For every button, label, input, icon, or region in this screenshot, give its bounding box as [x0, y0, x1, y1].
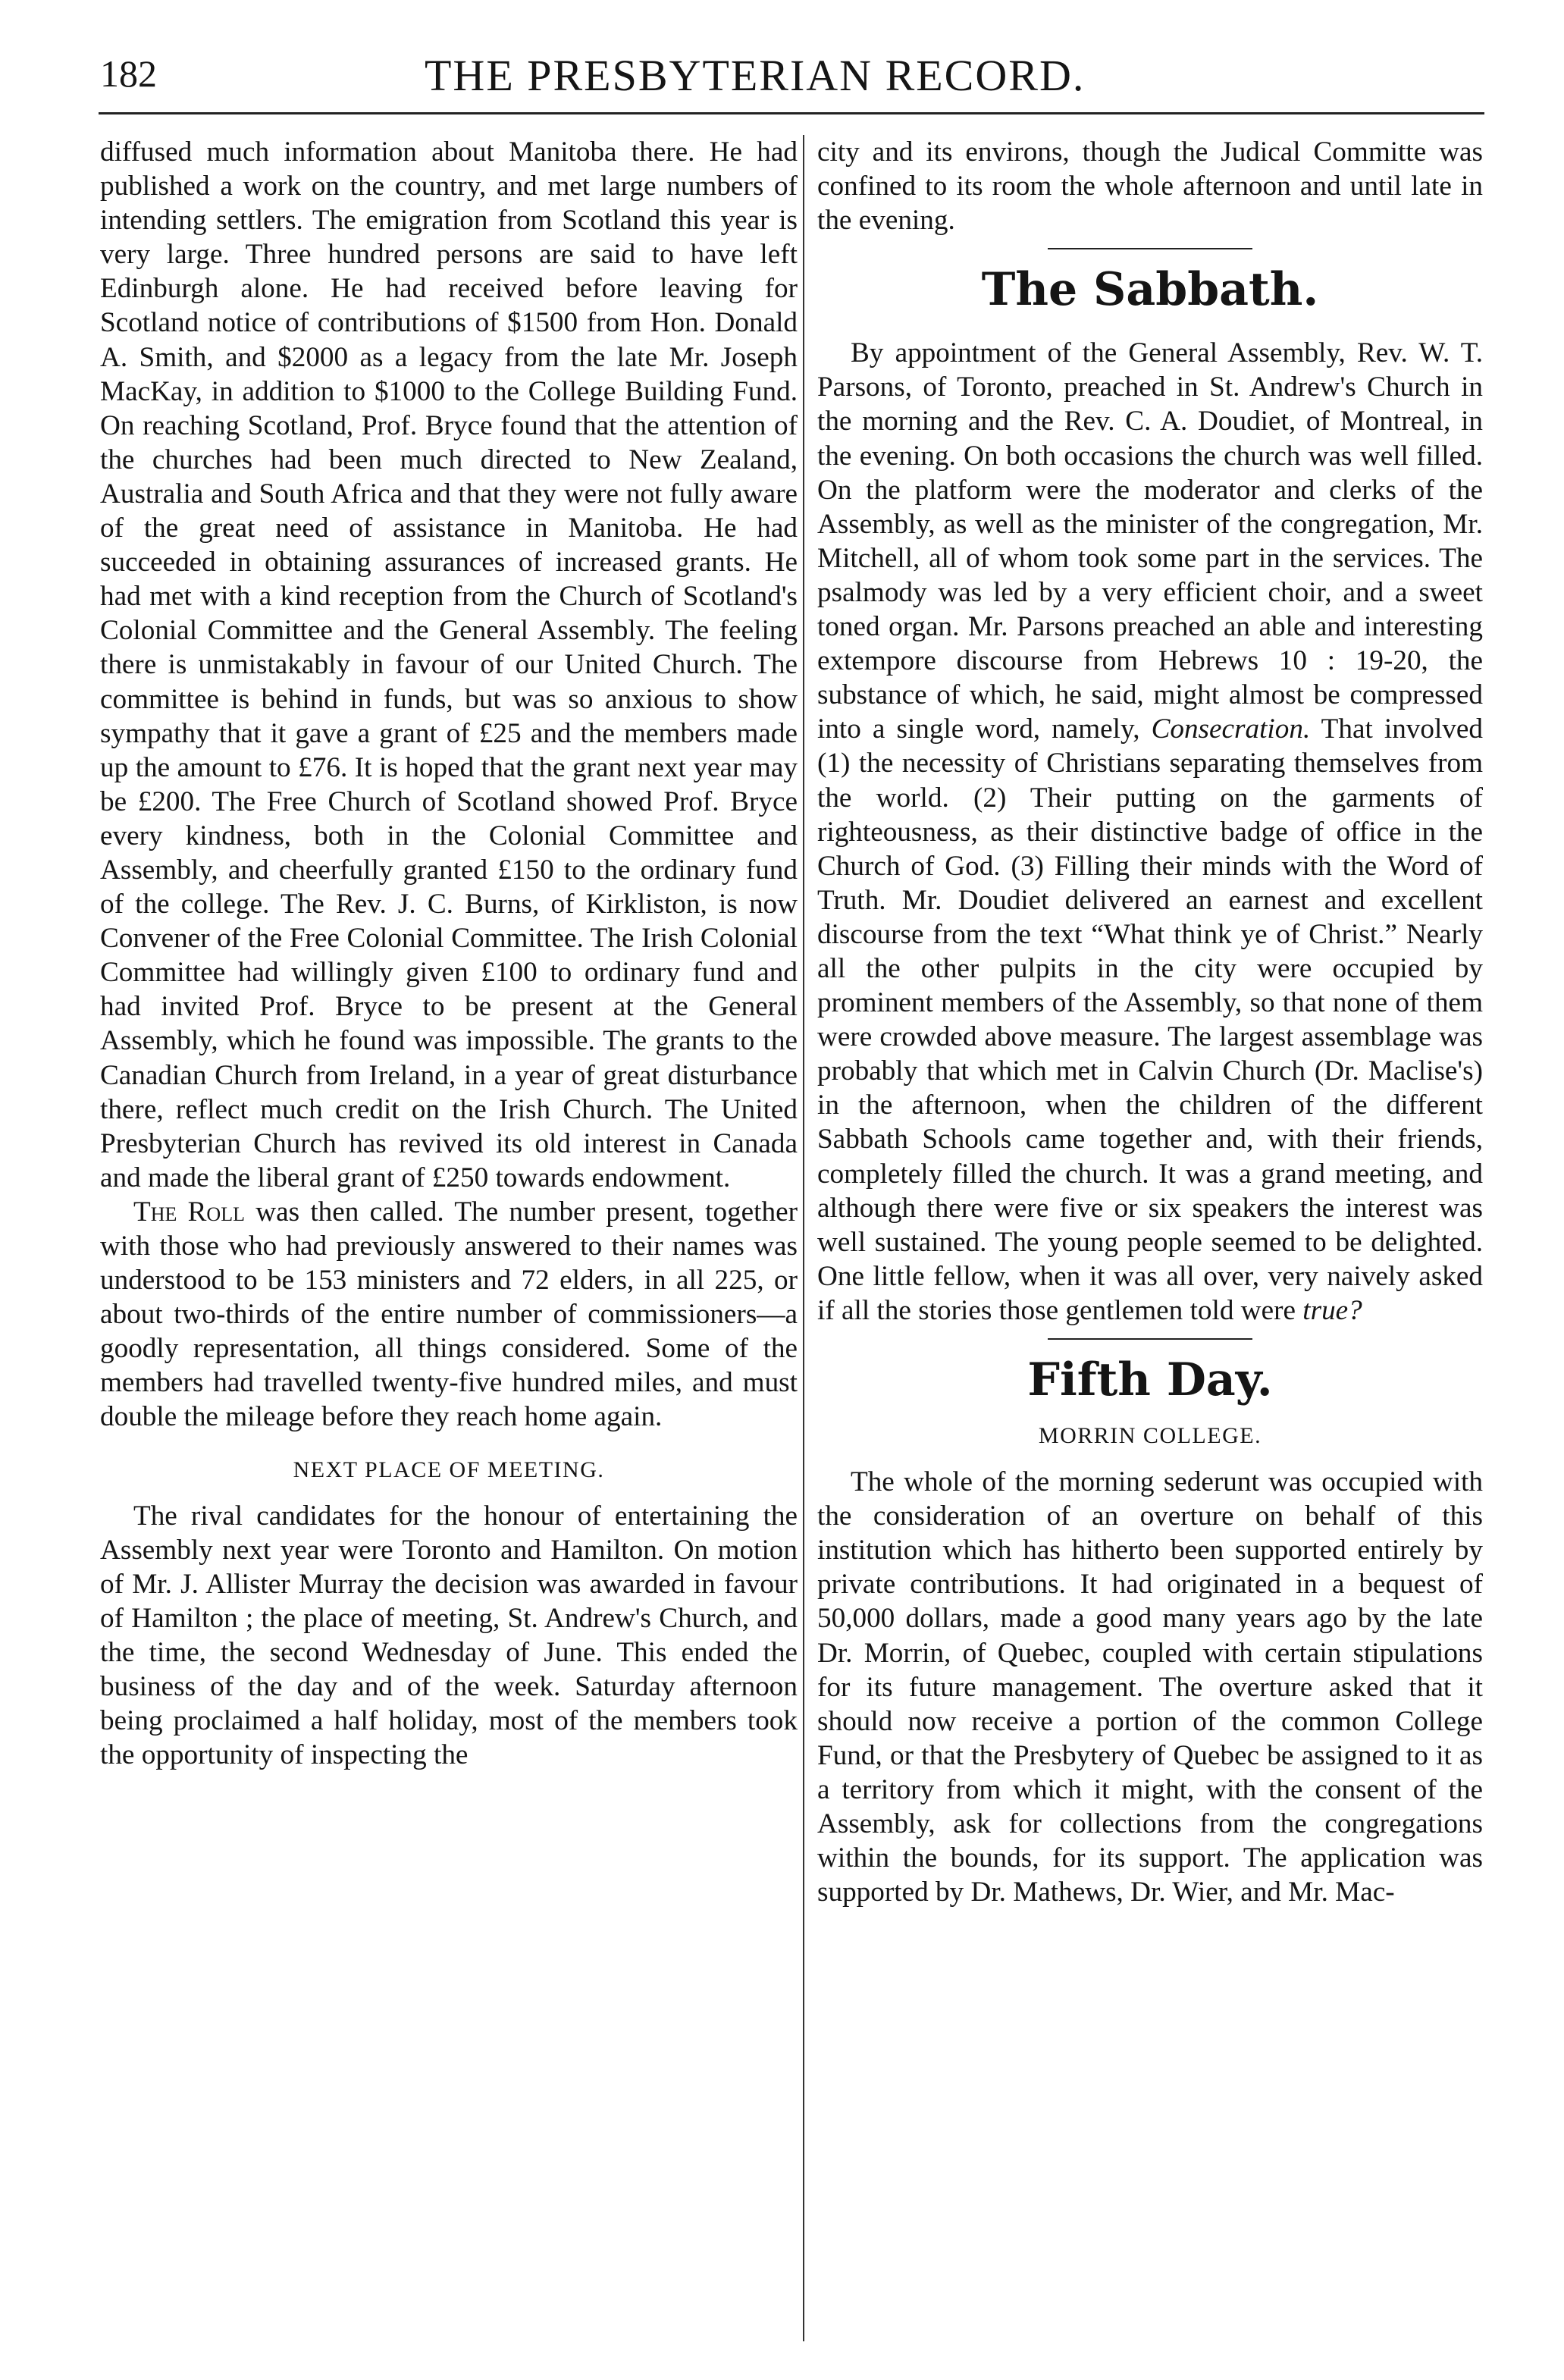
- paragraph-roll: [100, 1195, 798, 1435]
- section-rule: [1048, 1338, 1252, 1340]
- paragraph: The rival candidates for the honour of entertaining the Assembly next year were Toronto and Hamilton. On motion of Mr. J. Allister Murray the decision was awarded in favour of Hamilton ; the place of meeting, St. Andrew's Church, and the time, the second Wednesday of June. This ended the business of the day and of the week. Saturday afternoon being proclaimed a half holiday, most of the members took the opportunity of inspecting the: [100, 1500, 798, 1771]
- paragraph: diffused much information about Manitoba there. He had published a work on the country, and met large numbers of intending settlers. The emigration from Scotland this year is very large. Three hundred persons are said to have left Edinburgh alone. He had received before leaving for Scotland notice of contributions of $1500 from Hon. Donald A. Smith, and $2000 as a legacy from the late Mr. Joseph MacKay, in addition to $1000 to the College Building Fund. On reaching Scotland, Prof. Bryce found that the attention of the churches had been much directed to New Zealand, Australia and South Africa and that they were not fully aware of the great need of assistance in Manitoba. He had succeeded in obtaining assurances of increased grants. He had met with a kind reception from the Church of Scotland's Colonial Committee and the General Assembly. The feeling there is unmistakably in favour of our United Church. The committee is behind in funds, but was so anxious to show sympathy that it gave a grant of £25 and the members made up the amount to £76. It is hoped that the grant next year may be £200. The Free Church of Scotland showed Prof. Bryce every kindness, both in the Colonial Committee and Assembly, and cheerfully granted £150 to the ordinary fund of the college. The Rev. J. C. Burns, of Kirkliston, is now Convener of the Free Colonial Committee. The Irish Colonial Committee had willingly given £100 to ordinary fund and had invited Prof. Bryce to be present at the General Assembly, which he found was impossible. The grants to the Canadian Church from Ireland, in a year of great disturbance there, reflect much credit on the Irish Church. The United Presbyterian Church has revived its old interest in Canada and made the liberal grant of £250 towards endowment.: [100, 136, 798, 1193]
- section-heading-fifth-day: Fifth Day.: [1027, 1353, 1273, 1406]
- left-column: [100, 135, 798, 1772]
- paragraph-text: was then called. The number present, together with those who had previously answered to their names was understood to be 153 ministers and 72 elders, in all 225, or about two-thirds of the entire number of commissioners—a goodly representation, all things considered. Some of the members had travelled twenty-five hundred miles, and must double the mileage before they reach home again.: [100, 1196, 798, 1433]
- column-divider: [803, 135, 804, 2341]
- section-subheading: MORRIN COLLEGE.: [1038, 1423, 1262, 1448]
- right-column: [817, 135, 1483, 1909]
- paragraph: city and its environs, though the Judical Committe was confined to its room the whole afternoon and until late in the evening.: [817, 136, 1483, 237]
- paragraph: The whole of the morning sederunt was occupied with the consideration of an overture on behalf of this institution which has hitherto been supported entirely by private contributions. It had originated in a bequest of 50,000 dollars, made a good many years ago by the late Dr. Morrin, of Quebec, coupled with certain stipulations for its future management. The overture asked that it should now receive a portion of the common College Fund, or that the Presbytery of Quebec be assigned to it as a territory from which it might, with the consent of the Assembly, ask for collections from the congregations within the bounds, for its support. The application was supported by Dr. Mathews, Dr. Wier, and Mr. Mac-: [817, 1466, 1483, 1908]
- section-rule: [1048, 248, 1252, 249]
- section-heading-sabbath: The Sabbath.: [981, 263, 1319, 317]
- emphasis: true?: [1302, 1294, 1362, 1326]
- publication-title: THE PRESBYTERIAN RECORD.: [425, 51, 1086, 100]
- paragraph-text: By appointment of the General Assembly, Rev. W. T. Parsons, of Toronto, preached in St. Andrew's Church in the morning and the Rev. C. A. Doudiet, of Montreal, in the evening. On both occasions the church was well filled. On the platform were the moderator and clerks of the Assembly, as well as the minister of the congregation, Mr. Mitchell, all of whom took some part in the services. The psalmody was led by a very efficient choir, and a sweet toned organ. Mr. Parsons preached an able and interesting extempore discourse from Hebrews 10 : 19-20, the substance of which, he said, might almost be compressed into a single word, namely,: [817, 337, 1483, 745]
- paragraph-text: That involved (1) the necessity of Christians separating themselves from the world. (2) Their putting on the garments of righteousness, as their distinctive badge of office in the Church of God. (3) Filling their minds with the Word of Truth. Mr. Doudiet delivered an earnest and excellent discourse from the text “What think ye of Christ.” Nearly all the other pulpits in the city were occupied by prominent members of the Assembly, so that none of them were crowded above measure. The largest assemblage was probably that which met in Calvin Church (Dr. Maclise's) in the afternoon, when the children of the different Sabbath Schools came together and, with their friends, completely filled the church. It was a grand meeting, and although there were five or six speakers the interest was well sustained. The young people seemed to be delighted. One little fellow, when it was all over, very naively asked if all the stories those gentlemen told were: [817, 713, 1483, 1326]
- run-in-heading: The Roll: [133, 1196, 245, 1228]
- paragraph-sabbath: [817, 336, 1483, 1328]
- header-rule: [99, 112, 1484, 114]
- emphasis: Consecration.: [1151, 713, 1311, 745]
- section-subheading: NEXT PLACE OF MEETING.: [293, 1457, 605, 1482]
- page-header: [0, 44, 1564, 112]
- page-number: 182: [100, 52, 157, 95]
